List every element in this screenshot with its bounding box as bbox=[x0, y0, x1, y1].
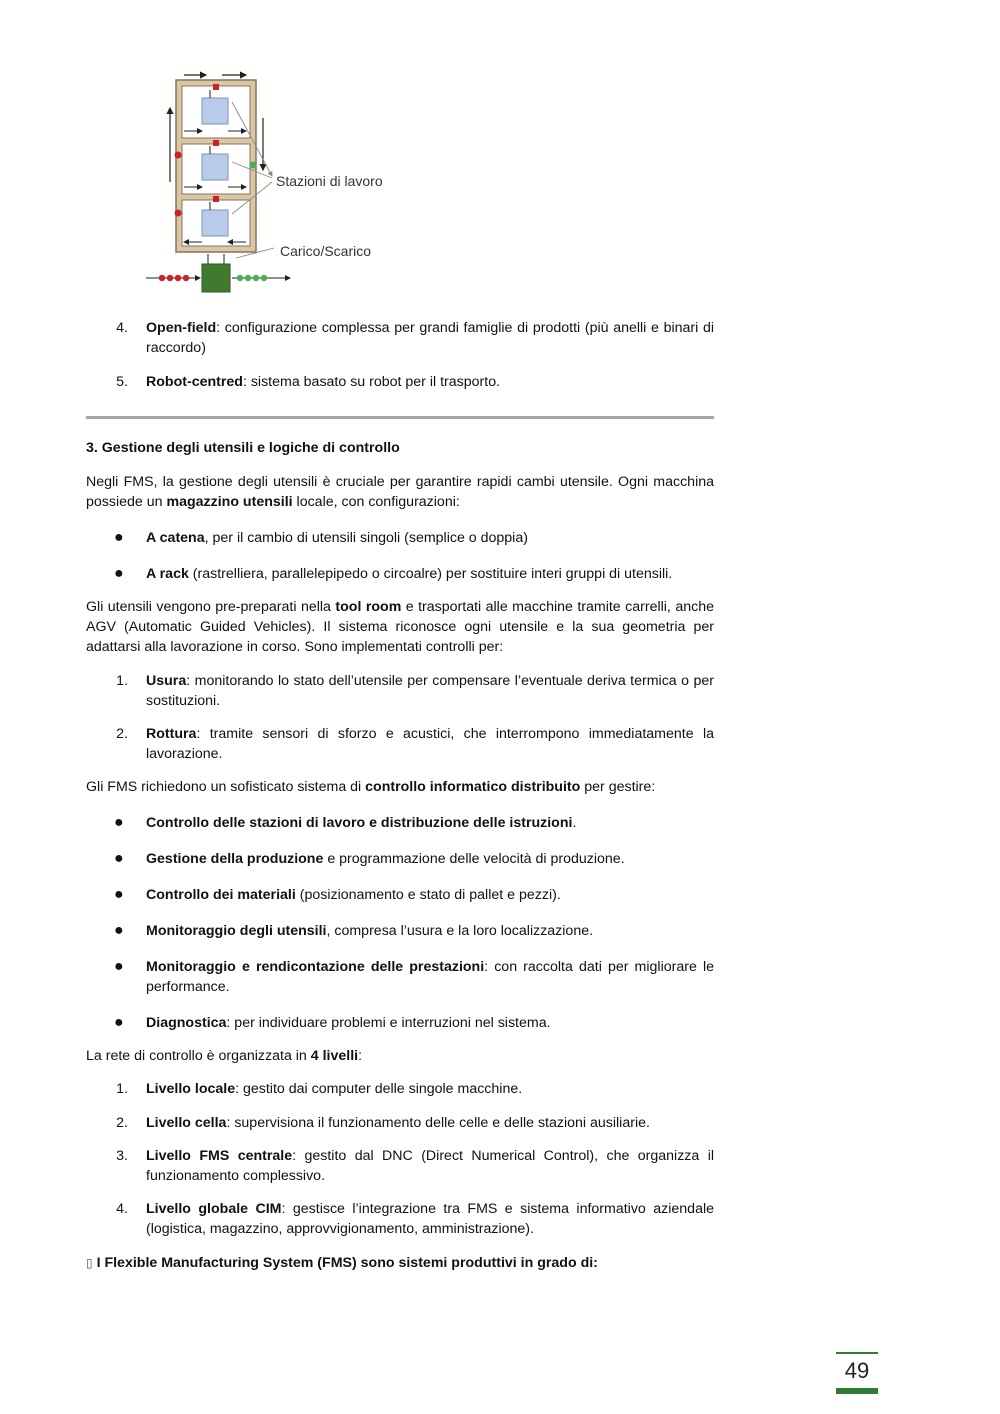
list-number: 2. bbox=[116, 1115, 128, 1131]
list-item bbox=[86, 318, 714, 358]
label-stations: Stazioni di lavoro bbox=[276, 173, 383, 189]
list-item: 2. Rottura: tramite sensori di sforzo e acustici, che interrompono immediatamente la lavorazione. bbox=[86, 724, 714, 764]
list-item: ● Diagnostica: per individuare problemi e interruzioni nel sistema. bbox=[114, 1014, 551, 1031]
list-number: 3. bbox=[116, 1148, 128, 1164]
paragraph: Negli FMS, la gestione degli utensili è cruciale per garantire rapidi cambi utensile. Ogni macchina possiede un magazzino utensili locale, con configurazioni: bbox=[86, 474, 714, 510]
list-item: 4. Livello globale CIM: gestisce l’integrazione tra FMS e sistema informativo aziendale (logistica, magazzino, approvvigionamento, amministrazione). bbox=[86, 1199, 714, 1239]
missing-glyph-icon: ▯ bbox=[86, 1256, 93, 1270]
list-item: ● Controllo dei materiali (posizionamento e stato di pallet e pezzi). bbox=[114, 886, 561, 903]
page-number: 49 bbox=[844, 1358, 870, 1383]
list-item: ● Controllo delle stazioni di lavoro e distribuzione delle istruzioni. bbox=[114, 814, 577, 831]
bullet-icon: ● bbox=[114, 886, 124, 903]
list-item: ● Monitoraggio degli utensili, compresa l’usura e la loro localizzazione. bbox=[114, 922, 594, 939]
list-number: 5. bbox=[116, 374, 128, 390]
list-number: 1. bbox=[116, 673, 128, 689]
list-number: 4. bbox=[116, 320, 128, 336]
machine-3 bbox=[202, 210, 228, 236]
term: Open-field bbox=[146, 320, 217, 336]
bullet-icon: ● bbox=[114, 958, 124, 975]
fms-layout-diagram bbox=[140, 62, 410, 302]
list-number: 1. bbox=[116, 1081, 128, 1097]
paragraph: Gli FMS richiedono un sofisticato sistema di controllo informatico distribuito per gestire: bbox=[86, 779, 656, 795]
bullet-icon: ● bbox=[114, 922, 124, 939]
list-item: ● A catena, per il cambio di utensili singoli (semplice o doppia) bbox=[114, 529, 528, 546]
machine-1 bbox=[202, 98, 228, 124]
list-number: 4. bbox=[116, 1201, 128, 1217]
list-item: ● Gestione della produzione e programmazione delle velocità di produzione. bbox=[114, 850, 625, 867]
list-item: ● Monitoraggio e rendicontazione delle prestazioni: con raccolta dati per migliorare le performance. bbox=[114, 958, 714, 995]
page-number-rule-top bbox=[836, 1352, 878, 1354]
description: : sistema basato su robot per il trasporto. bbox=[242, 374, 501, 390]
list-item bbox=[86, 372, 714, 392]
bullet-icon: ● bbox=[114, 565, 124, 582]
list-item: 1. Usura: monitorando lo stato dell’utensile per compensare l’eventuale deriva termica o per sostituzioni. bbox=[86, 671, 714, 711]
section-divider bbox=[86, 416, 714, 419]
machine-2 bbox=[202, 154, 228, 180]
list-item: 1. Livello locale: gestito dai computer delle singole macchine. bbox=[86, 1079, 714, 1099]
section-heading: 3. Gestione degli utensili e logiche di controllo bbox=[86, 440, 400, 456]
label-load-unload: Carico/Scarico bbox=[280, 243, 372, 259]
bullet-icon: ● bbox=[114, 529, 124, 546]
list-item: 3. Livello FMS centrale: gestito dal DNC (Direct Numerical Control), che organizza il funzionamento complessivo. bbox=[86, 1146, 714, 1186]
term: Robot-centred bbox=[146, 374, 243, 390]
page-number-rule-bottom bbox=[836, 1388, 878, 1394]
description: : configurazione complessa per grandi famiglie di prodotti (più anelli e binari di raccordo) bbox=[146, 320, 714, 356]
paragraph: La rete di controllo è organizzata in 4 livelli: bbox=[86, 1048, 363, 1064]
closing-statement: ▯ I Flexible Manufacturing System (FMS) sono sistemi produttivi in grado di: bbox=[86, 1255, 598, 1271]
list-item: ● A rack (rastrelliera, parallelepipedo o circoalre) per sostituire interi gruppi di utensili. bbox=[114, 565, 673, 582]
load-unload-station bbox=[202, 264, 230, 292]
bullet-icon: ● bbox=[114, 814, 124, 831]
bullet-icon: ● bbox=[114, 1014, 124, 1031]
bullet-icon: ● bbox=[114, 850, 124, 867]
list-item: 2. Livello cella: supervisiona il funzionamento delle celle e delle stazioni ausiliarie. bbox=[86, 1113, 714, 1133]
list-number: 2. bbox=[116, 726, 128, 742]
paragraph: Gli utensili vengono pre-preparati nella tool room e trasportati alle macchine tramite carrelli, anche AGV (Automatic Guided Vehicles). Il sistema riconosce ogni utensile e la sua geometria per adattarsi alla lavorazione in corso. Sono implementati controlli per: bbox=[86, 599, 714, 655]
